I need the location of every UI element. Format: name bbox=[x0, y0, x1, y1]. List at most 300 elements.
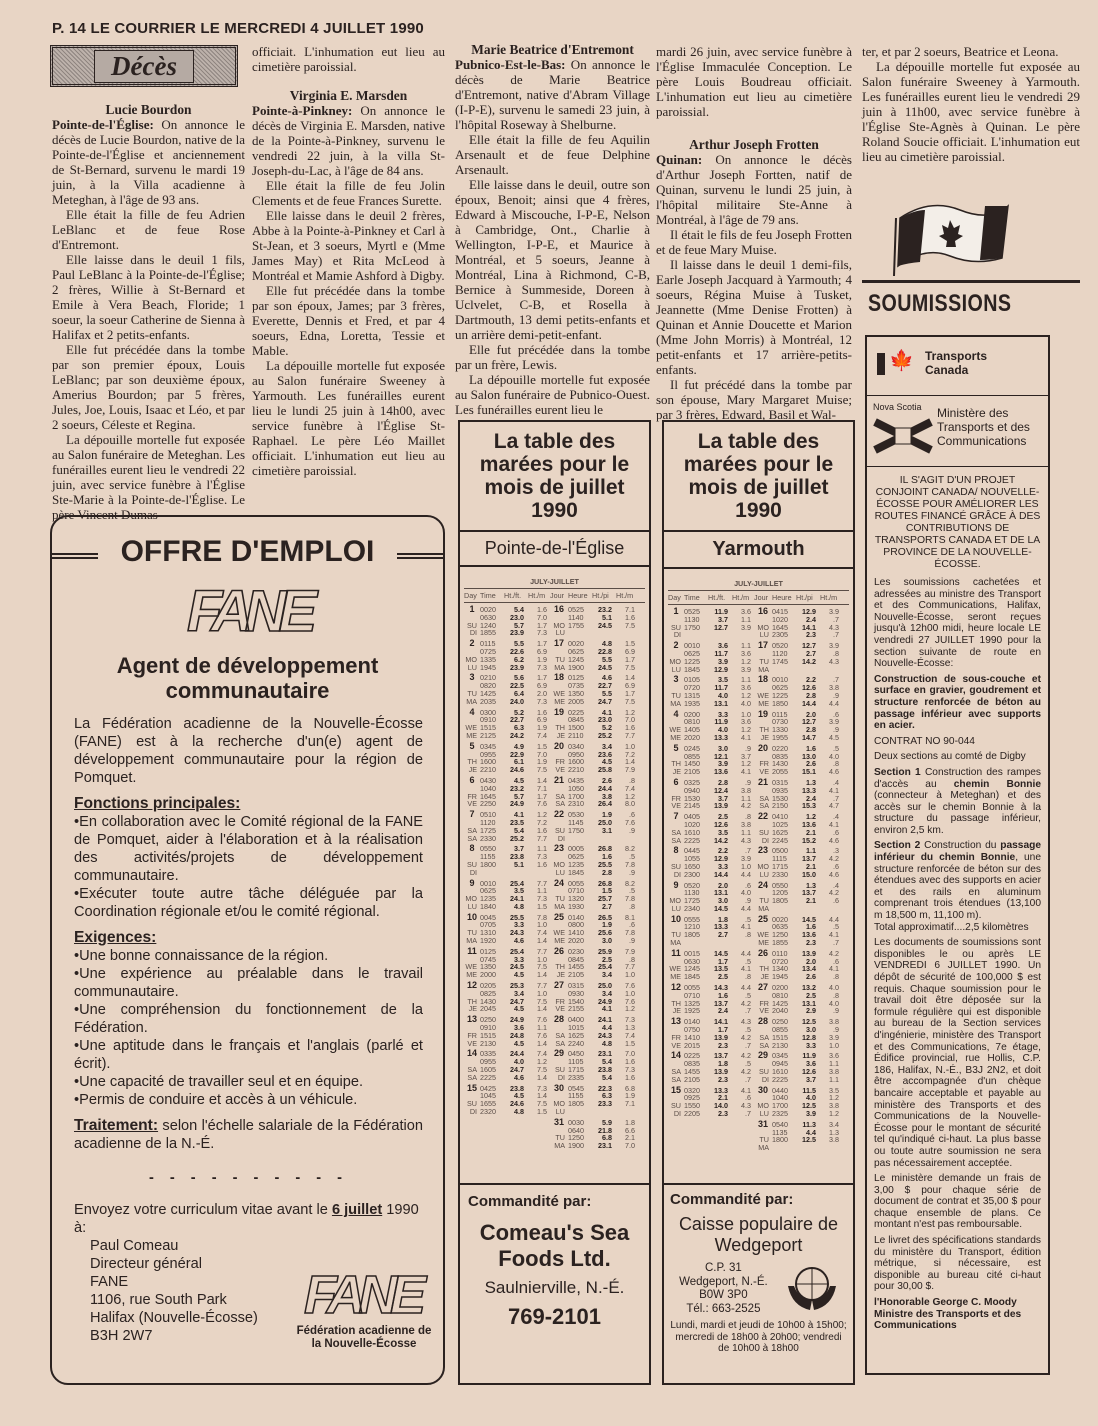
tide-time: 2110 bbox=[568, 730, 584, 740]
tide-time: 0325 bbox=[684, 777, 700, 787]
tide-time: 2320 bbox=[480, 1107, 496, 1117]
tide-height-ft: 2.1 bbox=[806, 896, 816, 906]
tide-day-block bbox=[464, 774, 645, 809]
section-text: Construction des rampes d'accès au bbox=[874, 766, 1041, 790]
tide-time: 0225 bbox=[568, 707, 584, 717]
tide-height-m: 1.2 bbox=[741, 690, 751, 700]
tide-height-m: 3.6 bbox=[741, 717, 751, 727]
tide-height-ft: 5.5 bbox=[602, 688, 612, 698]
tide-row bbox=[464, 937, 645, 945]
tide-height-ft: 4.1 bbox=[602, 1004, 612, 1014]
tide-time: 0955 bbox=[480, 749, 496, 759]
tide-height-m: 1.6 bbox=[625, 612, 635, 622]
tide-time: 1715 bbox=[772, 861, 788, 871]
tide-height-ft: 24.1 bbox=[598, 1015, 612, 1025]
tide-height-ft: 3.4 bbox=[602, 988, 612, 998]
tide-height-ft: 23.1 bbox=[598, 1049, 612, 1059]
tide-time: 1315 bbox=[684, 690, 700, 700]
tender-paragraph: Le ministère demande un frais de 3,00 $ pour chaque série de document de contrat et 35,00 $ pour chaque ensemble de plans. Ce montant n'est pas remboursable. bbox=[874, 1173, 1041, 1231]
tide-height-ft: 2.3 bbox=[806, 938, 816, 948]
tide-time: 0315 bbox=[568, 981, 584, 991]
tide-height-m: 1.6 bbox=[625, 1072, 635, 1082]
tide-day: MO bbox=[669, 656, 681, 666]
tide-day: 12 bbox=[670, 982, 681, 993]
tide-height-ft: 12.6 bbox=[714, 819, 728, 829]
tide-day: 28 bbox=[757, 1016, 768, 1027]
tide-height-m: 4.6 bbox=[829, 869, 839, 879]
tide-day: FR bbox=[759, 759, 769, 769]
tide-height-ft: 24.9 bbox=[510, 1015, 524, 1025]
obit-text: On annonce le décès de Lucie Bourdon, native de la Pointe-de-l'Église et anciennement de St-Bernard, survenu le mardi 19 juin, à la Villa acadienne à Meteghan, à l'âge de 93 ans. bbox=[52, 117, 245, 207]
tide-height-m: 3.8 bbox=[829, 1017, 839, 1027]
address-line: Tél.: 663-2525 bbox=[686, 1302, 761, 1315]
total-length: Total approximatif....2,5 kilomètres bbox=[874, 921, 1029, 933]
tide-time: 1745 bbox=[772, 656, 788, 666]
tide-day: VE bbox=[759, 1006, 769, 1016]
tide-height-m: .6 bbox=[833, 827, 839, 837]
tide-height-ft: 12.5 bbox=[802, 1101, 816, 1111]
tide-height-ft: 14.0 bbox=[714, 1101, 728, 1111]
tide-height-m: 1.4 bbox=[537, 1038, 547, 1048]
tide-height-ft: 13.9 bbox=[802, 948, 816, 958]
tide-day: SU bbox=[555, 825, 565, 835]
tide-time: 0300 bbox=[480, 707, 496, 717]
tide-height-m: 4.3 bbox=[829, 622, 839, 632]
tide-grid bbox=[464, 577, 645, 1150]
tide-height-m: .8 bbox=[833, 648, 839, 658]
tide-height-ft: 4.1 bbox=[514, 810, 524, 820]
tide-height-ft: 2.4 bbox=[806, 793, 816, 803]
tide-time: 0055 bbox=[568, 878, 584, 888]
tide-day: 24 bbox=[757, 879, 768, 890]
tide-height-m: .8 bbox=[833, 759, 839, 769]
tide-height-ft: 3.5 bbox=[514, 886, 524, 896]
tide-time: 1725 bbox=[684, 896, 700, 906]
tide-height-ft: 2.7 bbox=[806, 648, 816, 658]
tide-height-ft: 2.5 bbox=[718, 972, 728, 982]
tide-time: 0140 bbox=[568, 912, 584, 922]
tide-height-m: 4.2 bbox=[829, 948, 839, 958]
tide-height-m bbox=[616, 629, 638, 637]
tide-height-ft: 2.6 bbox=[806, 972, 816, 982]
tide-height-ft: 3.4 bbox=[602, 741, 612, 751]
tide-time bbox=[684, 1144, 708, 1152]
tide-height-m: 1.4 bbox=[537, 1072, 547, 1082]
tide-height-m: 1.7 bbox=[537, 791, 547, 801]
tide-height-ft: 24.1 bbox=[510, 894, 524, 904]
obit-paragraph: Il était le fils de feu Joseph Frotten et de feue Mary Muise. bbox=[656, 227, 852, 257]
tide-height-ft: 13.1 bbox=[714, 698, 728, 708]
tide-day: 25 bbox=[553, 911, 564, 922]
tide-height-ft: 25.4 bbox=[510, 878, 524, 888]
tide-time: 0825 bbox=[480, 988, 496, 998]
tide-day: 20 bbox=[757, 742, 768, 753]
tide-day: SA bbox=[759, 801, 769, 811]
tide-height-m: .7 bbox=[745, 1074, 751, 1084]
transports-canada-label: Transports Canada bbox=[925, 349, 988, 377]
obit-paragraph: La dépouille mortelle fut exposée au Salon funéraire Sweeney à Yarmouth. Les funérailles eurent lieu le vendredi 29 juin à 11h00, avec service funèbre à l'Église Ste-Agnès à Quinan. Le père Roland Soucie officiait. L'inhumation eut lieu au cimetière paroissial. bbox=[862, 59, 1080, 164]
tide-day: 11 bbox=[671, 947, 681, 958]
tide-height-m: 8.0 bbox=[625, 799, 635, 809]
tide-day-block bbox=[668, 813, 849, 844]
tide-day: TU bbox=[671, 930, 681, 940]
tide-time: 1845 bbox=[684, 972, 700, 982]
obit-paragraph: Elle était la fille de feu Adrien LeBlanc et de feue Rose d'Entremont. bbox=[52, 207, 245, 252]
tide-height-ft: 23.8 bbox=[510, 852, 524, 862]
tide-height-m: 1.4 bbox=[537, 936, 547, 946]
obit-paragraph: Il fut précédé dans la tombe par son épouse, Mary Margaret Muise; par 3 frères, Edward, Basil et Wal- bbox=[656, 377, 852, 422]
obituary-column-2 bbox=[252, 44, 445, 478]
tide-time: 1155 bbox=[480, 852, 496, 862]
salary-heading: Traitement: bbox=[74, 1117, 159, 1134]
tide-height-m: .5 bbox=[629, 852, 635, 862]
tide-row bbox=[464, 629, 645, 637]
tide-height-m: 1.0 bbox=[741, 709, 751, 719]
tide-height-ft: 4.8 bbox=[602, 639, 612, 649]
tide-height-ft: 5.5 bbox=[514, 639, 524, 649]
obit-text: On annonce le décès d'Arthur Joseph Fortten, natif de Quinan, survenu le lundi 25 juin, à l'hôpital militaire Ste-Anne à Montréal, à l'âge de 79 ans. bbox=[656, 152, 852, 227]
tide-height-ft: 13.3 bbox=[714, 922, 728, 932]
tide-height-ft: 24.3 bbox=[598, 1030, 612, 1040]
tide-height-ft: 14.5 bbox=[802, 914, 816, 924]
tide-time: 0750 bbox=[684, 1025, 700, 1035]
tide-day: DI bbox=[673, 869, 681, 879]
tide-row bbox=[668, 1118, 849, 1129]
tide-day: 7 bbox=[673, 811, 679, 822]
tide-day: TU bbox=[671, 690, 681, 700]
tide-time: 1240 bbox=[480, 620, 496, 630]
tide-height-m: 1.7 bbox=[537, 620, 547, 630]
tide-day: MO bbox=[553, 620, 565, 630]
tide-height-ft: 1.5 bbox=[602, 886, 612, 896]
tide-height-ft: 4.6 bbox=[602, 673, 612, 683]
tide-time bbox=[480, 1127, 504, 1135]
tide-height-ft: 12.5 bbox=[802, 1135, 816, 1145]
tide-height-ft: 15.2 bbox=[802, 835, 816, 845]
tide-time: 1845 bbox=[568, 867, 584, 877]
tide-column-header: Day bbox=[668, 593, 681, 602]
tide-height-m: 4.6 bbox=[829, 767, 839, 777]
tide-height-m: 7.4 bbox=[537, 1049, 547, 1059]
tide-day-block bbox=[668, 879, 849, 913]
tide-row bbox=[668, 666, 849, 674]
tide-time: 0710 bbox=[568, 886, 584, 896]
tide-day-block bbox=[668, 1118, 849, 1153]
tide-height-m: 6.9 bbox=[537, 681, 547, 691]
tide-height-ft bbox=[504, 1119, 528, 1127]
tide-height-m: 3.9 bbox=[829, 607, 839, 616]
obit-paragraph: Elle fut précédée dans la tombe par son époux, James; par 3 frères, Everette, Dennis et Fred, et par 4 soeurs, Edna, Loretta, Tessie et Mable. bbox=[252, 283, 445, 358]
tide-time: 1750 bbox=[568, 825, 584, 835]
tide-time: 1115 bbox=[772, 854, 787, 864]
tide-time: 2225 bbox=[772, 1074, 788, 1084]
tide-time: 0835 bbox=[684, 1059, 700, 1069]
tide-day-block bbox=[668, 947, 849, 982]
sponsor-place: Saulnierville, N.-É. bbox=[484, 1278, 625, 1297]
tide-height-m bbox=[528, 1142, 550, 1150]
fane-logo-small bbox=[300, 1263, 430, 1319]
tide-time: 2005 bbox=[568, 696, 584, 706]
tide-day: 29 bbox=[757, 1050, 768, 1061]
tide-column-header: Ht./ft. bbox=[708, 593, 726, 602]
tide-height-ft: 13.7 bbox=[802, 888, 816, 898]
tide-row bbox=[464, 1108, 645, 1116]
tide-height-m: .4 bbox=[833, 777, 839, 787]
tide-day: JE bbox=[556, 730, 565, 740]
tide-time: 0855 bbox=[684, 751, 700, 761]
tide-height-m: 3.7 bbox=[741, 751, 751, 761]
tide-day bbox=[668, 1144, 684, 1152]
tide-row bbox=[464, 1116, 645, 1127]
tide-row bbox=[668, 905, 849, 913]
tide-day: ME bbox=[670, 732, 681, 742]
tide-day: 31 bbox=[757, 1118, 768, 1129]
tide-height-ft: 12.7 bbox=[714, 622, 728, 632]
tide-time: 0105 bbox=[684, 675, 700, 685]
tide-height-m: 6.9 bbox=[537, 646, 547, 656]
tide-height-m: 4.4 bbox=[741, 948, 751, 958]
tide-day: SA bbox=[467, 1072, 477, 1082]
tide-day: 17 bbox=[757, 640, 768, 651]
tide-height-m: 7.3 bbox=[537, 1083, 547, 1093]
obit-name: Virginia E. Marsden bbox=[289, 88, 408, 103]
tide-height-ft: 22.8 bbox=[598, 646, 612, 656]
tide-height-m: 4.3 bbox=[741, 1017, 751, 1027]
tide-day: TU bbox=[759, 896, 769, 906]
tide-height-ft: 24.7 bbox=[510, 1065, 524, 1075]
tide-height-ft: 2.5 bbox=[806, 990, 816, 1000]
tide-time: 0630 bbox=[684, 956, 700, 966]
tide-month: JULY-JUILLET bbox=[668, 579, 849, 591]
section-label: Section 2 bbox=[874, 840, 921, 852]
tide-height-ft: 5.7 bbox=[514, 620, 524, 630]
tide-day: 2 bbox=[673, 640, 679, 651]
tide-height-ft: 2.4 bbox=[718, 1006, 728, 1016]
tide-height-ft: 2.0 bbox=[718, 880, 728, 890]
tide-day: SU bbox=[671, 622, 681, 632]
tide-time: 0725 bbox=[480, 646, 496, 656]
tide-height-ft: 3.4 bbox=[602, 970, 612, 980]
tide-column-header: Day bbox=[464, 591, 477, 600]
tide-time: 1540 bbox=[568, 996, 584, 1006]
tide-height-m: 1.1 bbox=[741, 675, 751, 685]
tide-height-m: .9 bbox=[745, 896, 751, 906]
tide-height-ft: 2.4 bbox=[806, 614, 816, 624]
tide-height-m: .7 bbox=[833, 614, 839, 624]
tide-day: TH bbox=[555, 723, 565, 733]
tide-height-ft: 1.9 bbox=[602, 810, 612, 820]
tide-height-m: 1.0 bbox=[537, 954, 547, 964]
soumissions-title: SOUMISSIONS bbox=[868, 290, 1012, 317]
tide-time: 1845 bbox=[684, 664, 700, 674]
tide-height-m: 7.8 bbox=[625, 859, 635, 869]
tide-day: 14 bbox=[670, 1050, 681, 1061]
tide-height-m: 3.8 bbox=[829, 683, 839, 693]
tide-height-ft: 5.6 bbox=[514, 673, 524, 683]
tide-time: 0810 bbox=[684, 717, 700, 727]
tide-time: 2325 bbox=[772, 1109, 788, 1119]
tide-month: JULY-JUILLET bbox=[464, 577, 645, 589]
tide-height-m: 1.2 bbox=[829, 1093, 839, 1103]
tide-day bbox=[464, 1142, 480, 1150]
tide-height-m: 4.1 bbox=[741, 767, 751, 777]
tide-day: 5 bbox=[673, 742, 679, 753]
tide-time: 1800 bbox=[480, 859, 496, 869]
tide-height-ft: 12.6 bbox=[802, 1067, 816, 1077]
tide-height-m: 1.6 bbox=[625, 1057, 635, 1067]
tide-time: 0250 bbox=[480, 1015, 496, 1025]
obit-place: Pointe-à-Pinkney: bbox=[252, 103, 353, 118]
tide-day: DI bbox=[469, 628, 477, 638]
tide-day: SA bbox=[671, 835, 681, 845]
tide-height-ft: 4.0 bbox=[718, 725, 728, 735]
tide-time: 0710 bbox=[684, 990, 700, 1000]
tide-height-ft: 3.5 bbox=[718, 675, 728, 685]
tide-height-ft: 3.4 bbox=[514, 988, 524, 998]
tide-time: 2205 bbox=[684, 1109, 700, 1119]
send-text: Envoyez votre curriculum vitae avant le bbox=[74, 1202, 332, 1218]
tide-height-ft bbox=[592, 835, 616, 843]
tide-height-m: 3.9 bbox=[741, 622, 751, 632]
tide-day: 10 bbox=[670, 913, 681, 924]
tide-height-ft: 22.3 bbox=[598, 1083, 612, 1093]
tide-height-ft: 3.9 bbox=[718, 759, 728, 769]
tide-height-ft: 2.1 bbox=[806, 827, 816, 837]
tide-time: 0200 bbox=[684, 709, 700, 719]
tide-day: JE bbox=[468, 765, 477, 775]
tide-table-yarmouth bbox=[662, 420, 855, 1385]
tide-time: 1920 bbox=[480, 936, 496, 946]
tide-height-ft: 24.9 bbox=[510, 799, 524, 809]
tide-height-m: .4 bbox=[833, 812, 839, 822]
tide-day: 13 bbox=[670, 1016, 681, 1027]
tide-column-header: Time bbox=[480, 591, 496, 600]
tide-height-m bbox=[732, 631, 754, 639]
tide-time: 1750 bbox=[684, 622, 700, 632]
tide-time: 2040 bbox=[772, 1006, 788, 1016]
tide-column-header: Ht./m bbox=[616, 591, 634, 600]
tide-time: 0550 bbox=[480, 844, 496, 854]
tide-height-ft: 13.9 bbox=[714, 1067, 728, 1077]
tide-day: WE bbox=[465, 723, 477, 733]
tide-day: DI bbox=[673, 1109, 681, 1119]
tide-location: Pointe-de-l'Église bbox=[460, 530, 649, 567]
tide-height-m: 4.0 bbox=[829, 751, 839, 761]
tide-time: 1130 bbox=[684, 888, 700, 898]
tide-height-ft: 12.9 bbox=[802, 607, 816, 616]
tide-height-m: .6 bbox=[745, 1093, 751, 1103]
tide-day: 11 bbox=[467, 945, 477, 956]
tide-height-m: .8 bbox=[833, 990, 839, 1000]
tide-row bbox=[464, 732, 645, 740]
tide-day: VE bbox=[759, 767, 769, 777]
tide-height-ft bbox=[504, 869, 528, 877]
obit-paragraph: Elle fut précédée dans la tombe par un frère, Lewis. bbox=[455, 342, 650, 372]
obit-place: Pointe-de-l'Église: bbox=[52, 117, 154, 132]
tide-day: VE bbox=[467, 1038, 477, 1048]
tide-height-ft: 4.6 bbox=[514, 936, 524, 946]
tide-time bbox=[684, 1129, 708, 1137]
tide-height-m: .9 bbox=[833, 1025, 839, 1035]
tide-time: 1340 bbox=[772, 964, 788, 974]
section-2 bbox=[874, 840, 1041, 921]
tide-time: 1925 bbox=[684, 1006, 700, 1016]
tide-height-ft: 3.0 bbox=[718, 896, 728, 906]
obit-paragraph: Elle fut précédée dans la tombe par son premier époux, Louis LeBlanc; par son deuxième époux, Amerius Bourdon; par 5 frères, Jules, Joe, Louis, Isaac et Léo, et par 2 soeurs, Céleste et Regina. bbox=[52, 342, 245, 432]
tide-time: 1405 bbox=[684, 725, 700, 735]
tide-height-m: 7.5 bbox=[625, 662, 635, 672]
tide-height-ft: 25.3 bbox=[510, 981, 524, 991]
tide-day: 21 bbox=[553, 774, 564, 785]
tide-height-m: .9 bbox=[745, 777, 751, 787]
tide-day: 16 bbox=[553, 604, 564, 614]
tide-time: 0955 bbox=[480, 1057, 496, 1067]
obit-name: Arthur Joseph Frotten bbox=[689, 137, 819, 152]
section-text: passage inférieur du chemin Bonnie bbox=[874, 840, 1042, 864]
tide-day: 28 bbox=[553, 1014, 564, 1025]
tide-height-ft: 1.7 bbox=[718, 956, 728, 966]
tide-height-ft: 2.1 bbox=[806, 861, 816, 871]
tide-time: 0625 bbox=[480, 886, 496, 896]
tide-day: 29 bbox=[553, 1048, 564, 1059]
tide-header-row bbox=[668, 591, 849, 605]
tide-day: 4 bbox=[469, 706, 475, 717]
tide-height-ft: 4.8 bbox=[514, 1107, 524, 1117]
tide-day: FR bbox=[555, 757, 565, 767]
tide-time: 1145 bbox=[568, 817, 584, 827]
tide-day bbox=[668, 1136, 684, 1144]
tide-time: 0745 bbox=[480, 954, 496, 964]
tide-height-m: 3.6 bbox=[741, 607, 751, 616]
tide-height-m: .8 bbox=[629, 901, 635, 911]
tide-time: 1805 bbox=[568, 1099, 584, 1109]
tide-time: 0245 bbox=[684, 743, 700, 753]
fane-logo bbox=[182, 579, 322, 639]
tide-height-ft: 5.1 bbox=[514, 859, 524, 869]
tide-height-m: 4.3 bbox=[741, 1101, 751, 1111]
county-sections: Deux sections au comté de Digby bbox=[874, 751, 1026, 763]
tide-day-block bbox=[464, 1016, 645, 1047]
tide-height-ft: 3.6 bbox=[806, 1059, 816, 1069]
tide-height-ft: 12.9 bbox=[714, 854, 728, 864]
tide-height-ft: 11.5 bbox=[802, 1085, 816, 1095]
tide-height-m: .8 bbox=[629, 954, 635, 964]
tide-day: JE bbox=[760, 972, 769, 982]
tide-day: 23 bbox=[757, 845, 768, 856]
tide-time: 1600 bbox=[568, 757, 584, 767]
position-title: Agent de développement communautaire bbox=[116, 653, 379, 703]
tide-height-ft: 2.2 bbox=[718, 846, 728, 856]
tide-height-m: .6 bbox=[745, 880, 751, 890]
tide-time: 0140 bbox=[684, 1017, 700, 1027]
tide-time: 0510 bbox=[480, 810, 496, 820]
tide-time: 1225 bbox=[772, 690, 788, 700]
tide-height-ft: 12.8 bbox=[802, 1032, 816, 1042]
deadline-date: 6 juillet bbox=[331, 1202, 383, 1218]
tide-day: 2 bbox=[469, 638, 475, 649]
tide-height-m: .7 bbox=[833, 938, 839, 948]
tide-day: LU bbox=[759, 1109, 769, 1119]
tide-time: 1350 bbox=[568, 688, 584, 698]
tide-height-ft: 22.7 bbox=[598, 681, 612, 691]
tide-height-m: .6 bbox=[833, 956, 839, 966]
tide-day: FR bbox=[671, 793, 681, 803]
tide-height-m: 1.7 bbox=[625, 688, 635, 698]
tide-row bbox=[668, 837, 849, 845]
tide-height-ft: 24.5 bbox=[598, 662, 612, 672]
tide-height-ft: 4.5 bbox=[514, 970, 524, 980]
tide-row bbox=[668, 871, 849, 879]
